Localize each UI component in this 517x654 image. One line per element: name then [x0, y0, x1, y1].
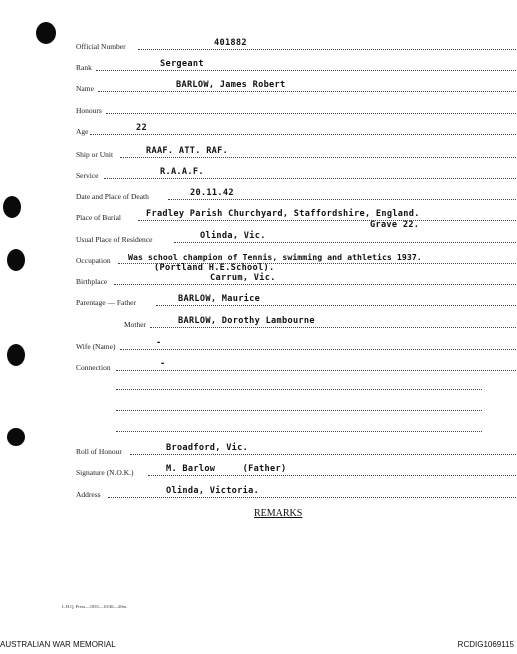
occupation-value: Was school champion of Tennis, swimming and athletics 1937.	[128, 252, 422, 262]
rank-label: Rank	[76, 63, 92, 72]
name-value: BARLOW, James Robert	[176, 80, 286, 90]
place-of-burial-value: Fradley Parish Churchyard, Staffordshire, England.	[146, 209, 420, 219]
wife-value: -	[156, 338, 162, 348]
date-place-death-label: Date and Place of Death	[76, 192, 149, 201]
remarks-heading: REMARKS	[254, 508, 303, 519]
occupation-label: Occupation	[76, 256, 111, 265]
rank-value: Sergeant	[160, 59, 204, 69]
ship-or-unit-value: RAAF. ATT. RAF.	[146, 146, 229, 156]
signature-nok-label: Signature (N.O.K.)	[76, 468, 134, 477]
usual-residence-label: Usual Place of Residence	[76, 235, 153, 244]
date-place-death-value: 20.11.42	[190, 188, 234, 198]
punch-hole	[7, 344, 25, 366]
place-of-burial-label: Place of Burial	[76, 213, 121, 222]
punch-hole	[7, 249, 25, 271]
punch-hole	[36, 22, 56, 44]
occupation-value-line2: (Portland H.E.School).	[154, 263, 275, 273]
connection-label: Connection	[76, 363, 111, 372]
connection-continuation-line	[116, 389, 482, 390]
footer-source: AUSTRALIAN WAR MEMORIAL	[0, 640, 116, 649]
connection-continuation-line	[116, 410, 482, 411]
roll-of-honour-value: Broadford, Vic.	[166, 443, 249, 453]
punch-hole	[3, 196, 21, 218]
usual-residence-value: Olinda, Vic.	[200, 231, 266, 241]
place-of-burial-value-line2: Grave 22.	[370, 220, 420, 230]
age-value: 22	[136, 123, 147, 133]
parentage-father-value: BARLOW, Maurice	[178, 294, 261, 304]
parentage-father-label: Parentage — Father	[76, 298, 136, 307]
service-label: Service	[76, 171, 99, 180]
roll-of-honour-label: Roll of Honour	[76, 447, 122, 456]
mother-label: Mother	[124, 320, 147, 329]
honours-label: Honours	[76, 106, 102, 115]
official-number-value: 401882	[214, 38, 247, 48]
service-value: R.A.A.F.	[160, 167, 204, 177]
official-number-label: Official Number	[76, 42, 126, 51]
punch-hole	[7, 428, 25, 446]
age-label: Age	[76, 127, 89, 136]
wife-label: Wife (Name)	[76, 342, 116, 351]
birthplace-label: Birthplace	[76, 277, 108, 286]
signature-nok-value: M. Barlow (Father)	[166, 464, 287, 474]
address-value: Olinda, Victoria.	[166, 486, 260, 496]
printer-imprint: L.H.Q. Press—1835—10/46—20m.	[62, 604, 128, 609]
connection-value: -	[160, 359, 166, 369]
birthplace-value: Carrum, Vic.	[210, 273, 276, 283]
footer-record-id: RCDIG1069115	[457, 640, 514, 649]
name-label: Name	[76, 84, 94, 93]
mother-value: BARLOW, Dorothy Lambourne	[178, 316, 315, 326]
ship-or-unit-label: Ship or Unit	[76, 150, 114, 159]
address-label: Address	[76, 490, 101, 499]
connection-continuation-line	[116, 431, 482, 432]
